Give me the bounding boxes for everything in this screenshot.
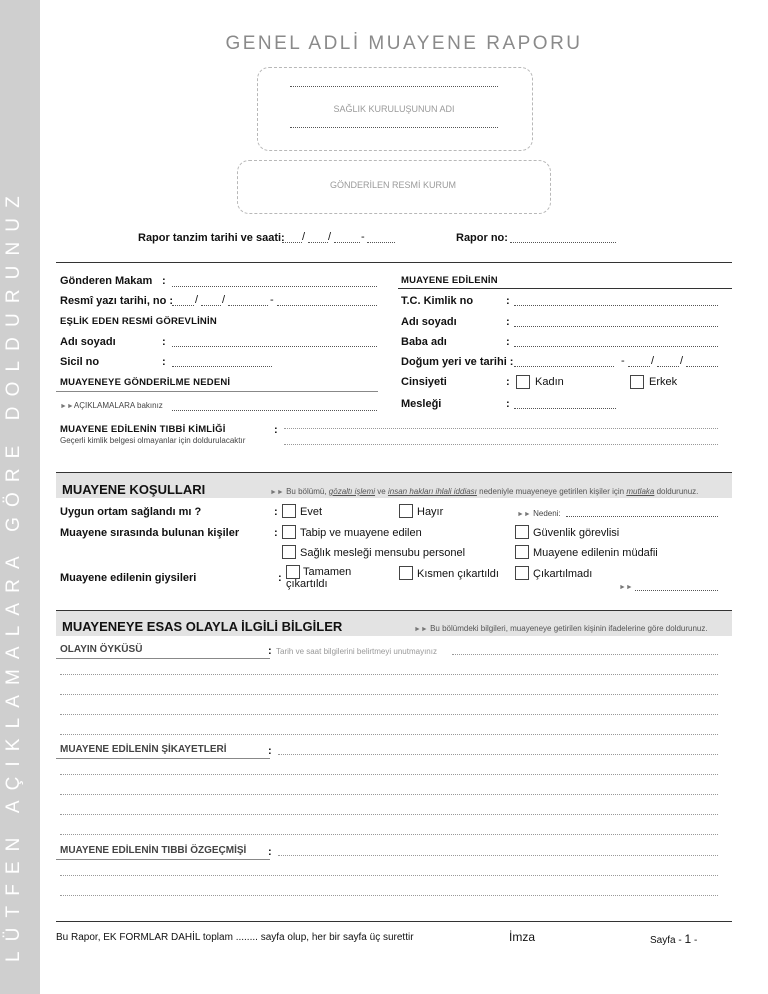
divider <box>398 288 732 289</box>
doctor-patient-checkbox[interactable] <box>282 525 296 539</box>
arrow-icon: ►► <box>270 489 284 496</box>
date-sep: - <box>621 355 625 367</box>
institution-top-line <box>290 86 498 87</box>
tc-field[interactable] <box>514 305 718 306</box>
complaints-line-1[interactable] <box>60 774 718 775</box>
reason-hint: ►►AÇIKLAMALARA bakınız <box>60 401 163 410</box>
job-field[interactable] <box>514 408 616 409</box>
colon: : <box>506 376 510 388</box>
sidebar-text: LÜTFEN AÇIKLAMALARA GÖRE DOLDURUNUZ <box>3 186 24 962</box>
reason-heading: MUAYENEYE GÖNDERİLME NEDENİ <box>60 377 231 388</box>
history-line-1[interactable] <box>60 674 718 675</box>
history-label: OLAYIN ÖYKÜSÜ <box>60 644 143 655</box>
letter-date-label: Resmî yazı tarihi, no : <box>60 295 174 307</box>
male-label: Erkek <box>649 376 678 388</box>
patient-name-field[interactable] <box>514 326 718 327</box>
reason-field[interactable] <box>172 410 377 411</box>
escort-name-label: Adı soyadı <box>60 336 116 348</box>
birth-day-field[interactable] <box>628 366 650 367</box>
letter-year-field[interactable] <box>228 305 268 306</box>
partly-removed-label: Kısmen çıkartıldı <box>417 568 499 580</box>
female-checkbox[interactable] <box>516 375 530 389</box>
divider <box>56 391 378 392</box>
divider <box>56 262 732 263</box>
arrow-icon: ►► <box>517 511 531 518</box>
colon: : <box>506 295 510 307</box>
history-line-4[interactable] <box>60 734 718 735</box>
patient-heading: MUAYENE EDİLENİN <box>401 275 498 286</box>
incident-note: ►► Bu bölümdeki bilgileri, muayeneye getirilen kişinin ifadelerine göre doldurunuz. <box>414 624 708 633</box>
form-title: GENEL ADLİ MUAYENE RAPORU <box>225 33 583 54</box>
complaints-line-4[interactable] <box>60 834 718 835</box>
history-field-0[interactable] <box>452 654 718 655</box>
report-date-label: Rapor tanzim tarihi ve saati: <box>138 232 285 244</box>
complaints-underline <box>56 758 270 759</box>
colon: : <box>506 336 510 348</box>
letter-no-field[interactable] <box>277 305 377 306</box>
father-field[interactable] <box>514 346 718 347</box>
persons-label: Muayene sırasında bulunan kişiler <box>60 527 240 539</box>
date-sep: / <box>195 294 199 306</box>
no-checkbox[interactable] <box>399 504 413 518</box>
defender-checkbox[interactable] <box>515 545 529 559</box>
date-sep: / <box>328 231 332 243</box>
birth-month-field[interactable] <box>657 366 679 367</box>
conditions-note: ►► Bu bölümü, gözaltı işlemi ve insan hakları ihlali iddiası nedeniyle muayeneye getirilen kişiler için mutlaka doldurunuz. <box>270 487 699 496</box>
medical-history-field-0[interactable] <box>278 855 718 856</box>
birth-label: Doğum yeri ve tarihi : <box>401 356 514 368</box>
complaints-line-2[interactable] <box>60 794 718 795</box>
health-staff-checkbox[interactable] <box>282 545 296 559</box>
birth-place-field[interactable] <box>514 366 614 367</box>
complaints-label: MUAYENE EDİLENİN ŞİKAYETLERİ <box>60 744 227 755</box>
sent-institution-label: GÖNDERİLEN RESMİ KURUM <box>329 180 456 190</box>
job-label: Mesleği <box>401 398 442 410</box>
escort-name-field[interactable] <box>172 346 377 347</box>
complaints-field-0[interactable] <box>278 754 718 755</box>
report-year-field[interactable] <box>334 242 360 243</box>
father-label: Baba adı <box>401 336 447 348</box>
sender-label: Gönderen Makam <box>60 275 153 287</box>
sender-field[interactable] <box>172 286 377 287</box>
yes-label: Evet <box>300 506 323 518</box>
not-removed-checkbox[interactable] <box>515 566 529 580</box>
date-sep: / <box>651 355 655 367</box>
clothes-note-arrow <box>619 582 633 591</box>
medical-history-line-1[interactable] <box>60 875 718 876</box>
colon: : <box>274 424 278 436</box>
report-no-label: Rapor no: <box>456 232 508 244</box>
tc-label: T.C. Kimlik no <box>401 295 474 307</box>
colon: : <box>274 506 278 518</box>
env-reason-field[interactable] <box>566 516 718 517</box>
not-removed-label: Çıkartılmadı <box>533 568 593 580</box>
colon: : <box>162 275 166 287</box>
doctor-patient-label: Tabip ve muayene edilen <box>300 527 422 539</box>
institution-name-field[interactable] <box>290 127 498 128</box>
medical-history-underline <box>56 859 270 860</box>
no-label: Hayır <box>417 506 444 518</box>
fully-removed-label-1: Tamamen <box>303 566 352 578</box>
history-line-2[interactable] <box>60 694 718 695</box>
female-label: Kadın <box>535 376 564 388</box>
arrow-icon: ►► <box>619 584 633 591</box>
fully-removed-label-2: çıkartıldı <box>286 578 328 590</box>
colon: : <box>268 846 272 858</box>
escort-heading: EŞLİK EDEN RESMİ GÖREVLİNİN <box>60 316 217 327</box>
clothes-note-field[interactable] <box>635 590 718 591</box>
report-date-field[interactable] <box>282 242 302 243</box>
medical-identity-note: Geçerli kimlik belgesi olmayanlar için doldurulacaktır <box>60 436 246 445</box>
colon: : <box>506 316 510 328</box>
history-underline <box>56 658 270 659</box>
patient-name-label: Adı soyadı <box>401 316 457 328</box>
report-time-field[interactable] <box>367 242 395 243</box>
medical-identity-field-1[interactable] <box>284 428 718 429</box>
divider <box>56 610 732 611</box>
health-staff-label: Sağlık mesleği mensubu personel <box>300 547 466 559</box>
security-label: Güvenlik görevlisi <box>533 527 620 539</box>
page-number: 1 <box>684 932 692 946</box>
colon: : <box>278 572 282 584</box>
fully-removed-checkbox[interactable] <box>286 565 300 579</box>
history-line-3[interactable] <box>60 714 718 715</box>
letter-month-field[interactable] <box>201 305 221 306</box>
colon: : <box>268 745 272 757</box>
partly-removed-checkbox[interactable] <box>399 566 413 580</box>
medical-identity-heading: MUAYENE EDİLENİN TIBBİ KİMLİĞİ <box>60 424 226 435</box>
colon: : <box>268 645 272 657</box>
medical-identity-field-2[interactable] <box>284 444 718 445</box>
health-institution-label: SAĞLIK KURULUŞUNUN ADI <box>333 104 455 114</box>
arrow-icon: ►► <box>60 403 74 410</box>
arrow-icon: ►► <box>414 626 428 633</box>
environment-label: Uygun ortam sağlandı mı ? <box>60 506 202 518</box>
clothes-label: Muayene edilenin giysileri <box>60 572 197 584</box>
date-sep: / <box>222 294 226 306</box>
page-indicator: Sayfa - 1 - <box>650 932 698 946</box>
divider <box>56 472 732 473</box>
footer-note: Bu Rapor, EK FORMLAR DAHİL toplam ........ sayfa olup, her bir sayfa üç surettir <box>56 932 414 943</box>
registry-label: Sicil no <box>60 356 100 368</box>
male-checkbox[interactable] <box>630 375 644 389</box>
date-sep: / <box>302 231 306 243</box>
gender-label: Cinsiyeti <box>401 376 447 388</box>
conditions-title: MUAYENE KOŞULLARI <box>62 482 206 497</box>
env-reason-label: ►► Nedeni: <box>517 509 561 518</box>
incident-title: MUAYENEYE ESAS OLAYLA İLGİLİ BİLGİLER <box>62 619 343 634</box>
medical-history-line-2[interactable] <box>60 895 718 896</box>
registry-field[interactable] <box>172 366 272 367</box>
footer-divider <box>56 921 732 922</box>
letter-day-field[interactable] <box>172 305 194 306</box>
colon: : <box>162 336 166 348</box>
signature-label: İmza <box>509 930 536 944</box>
defender-label: Muayene edilenin müdafii <box>533 547 658 559</box>
instruction-sidebar <box>0 0 40 994</box>
colon: : <box>274 527 278 539</box>
report-no-field[interactable] <box>510 242 616 243</box>
date-sep: / <box>680 355 684 367</box>
report-month-field[interactable] <box>308 242 328 243</box>
yes-checkbox[interactable] <box>282 504 296 518</box>
complaints-line-3[interactable] <box>60 814 718 815</box>
colon: : <box>162 356 166 368</box>
no-sep: - <box>270 294 274 306</box>
time-sep: - <box>361 231 365 243</box>
medical-history-label: MUAYENE EDİLENİN TIBBİ ÖZGEÇMİŞİ <box>60 845 247 856</box>
birth-year-field[interactable] <box>686 366 718 367</box>
history-hint: Tarih ve saat bilgilerini belirtmeyi unutmayınız <box>276 647 437 656</box>
colon: : <box>506 398 510 410</box>
security-checkbox[interactable] <box>515 525 529 539</box>
